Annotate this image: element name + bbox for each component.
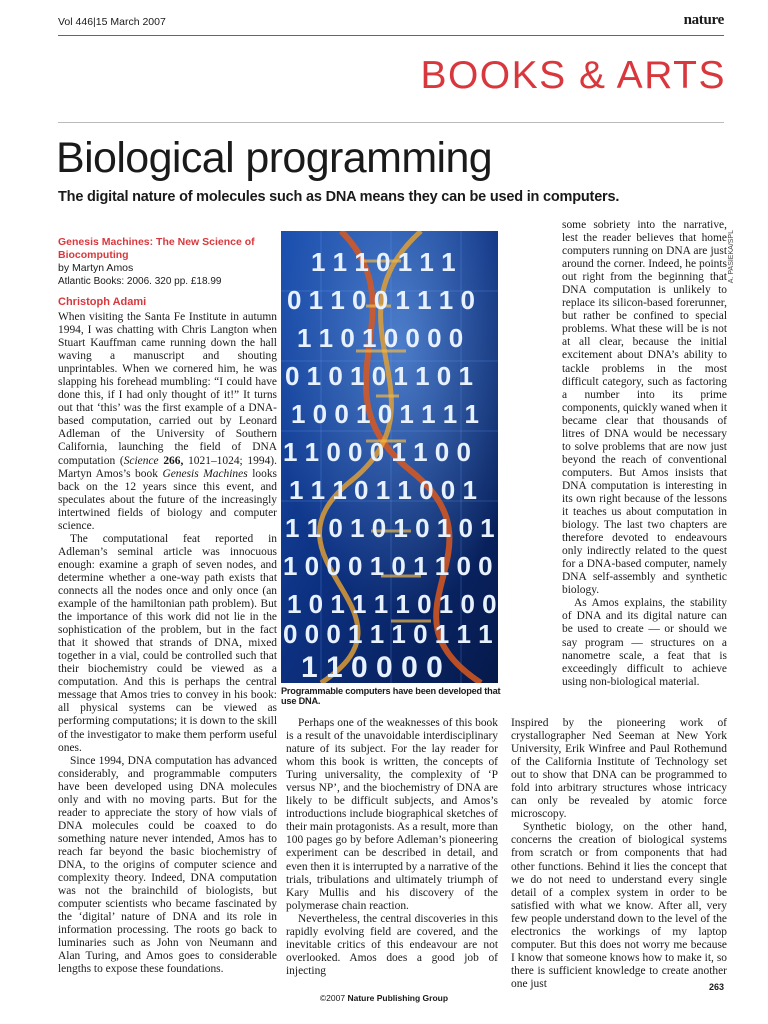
- journal-logo: nature: [683, 12, 724, 28]
- digit-row: 1 1 0 0 0 0: [301, 651, 443, 683]
- paragraph: As Amos explains, the stability of DNA and its digital nature can be used to create — or should we say program — structures on a nanometre scale, a feat that is exceedingly difficult to achieve using non-biological material.: [562, 597, 727, 688]
- paragraph: Inspired by the pioneering work of crystallographer Ned Seeman at New York University, Erik Winfree and Paul Rothemund of the California Institute of Technology set out to show that DNA can be programmed to fold into arbitrary structures whose intricacy can only be revealed by atomic force microscopy.: [511, 717, 727, 821]
- figure-caption: Programmable computers have been developed that use DNA.: [281, 686, 501, 706]
- image-credit: A. PASIEKA/SPL: [728, 230, 735, 284]
- dna-illustration: [281, 231, 498, 683]
- digit-row: 1 1 1 0 1 1 1: [311, 247, 456, 277]
- paragraph: When visiting the Santa Fe Institute in autumn 1994, I was chatting with Chris Langton when Stuart Kauffman came running down the hall waving a manuscript and shouting unprintables. When we cornered him, he was slapping his forehead mumbling: “I could have done this, if I had only thought of it!” It turns out that ‘this’ was the first example of a DNA-based computation, carried out by Leonard Adleman of the University of Southern California, launching the field of DNA computation (Science 266, 1021–1024; 1994). Martyn Amos’s book Genesis Machines looks back on the 12 years since this event, and speculates about the future of the increasingly intertwined fields of biology and computer science.: [58, 311, 277, 532]
- digit-row: 0 1 1 0 0 1 1 1 0: [287, 285, 475, 315]
- book-author: by Martyn Amos: [58, 262, 134, 274]
- section-heading: BOOKS & ARTS: [420, 54, 726, 97]
- paragraph: some sobriety into the narrative, lest the reader believes that home computers running on DNA are just around the corner. Indeed, he points out right from the beginning that DNA computation is unlikely to replace its silicon-based forerunner, but rather be confined to special problems. What these will be is not at all clear, because the initial excitement about DNA’s ability to tackle problems in the most difficult category, such as factoring a number into its prime components, quickly waned when it became clear that thousands of litres of DNA would be necessary to solve problems that are now just beyond the reach of conventional computers. But Amos insists that DNA computation is interesting in its own right because of the lessons it teaches us about computation in biology. The last two chapters are therefore devoted to endeavours only indirectly related to the quest for a DNA-based computer, namely DNA self-assembly and synthetic biology.: [562, 219, 727, 597]
- digit-row: 0 0 0 1 1 1 0 1 1 1: [283, 619, 493, 649]
- column-3-upper: [562, 219, 727, 689]
- paragraph: The computational feat reported in Adleman’s seminal article was innocuous enough: examine a graph of seven nodes, and determine whether a one-way path exists that connects all the nodes once and only once (an example of the hamiltonian path problem). But the importance of this work did not lie in the sophistication of the problem, but in the fact that it showed that strands of DNA, mixed together in a vial, could be controlled such that their biochemistry could be viewed as a computation. And this is perhaps the central message that Amos tries to convey in his book: all physical systems can be viewed as performing computations; it is down to the skill of the investigator to make them perform useful ones.: [58, 532, 277, 754]
- paragraph: Since 1994, DNA computation has advanced considerably, and programmable computers have been developed using DNA molecules only and with no moving parts. But for the reader to appreciate the story of how vials of DNA molecules could be coaxed to do something nature never intended, Amos has to reach far beyond the basic biochemistry of DNA, to the origins of computer science and complexity theory. Indeed, DNA computation was not the brainchild of biologists, but computer scientists who became fascinated by the ‘digital’ nature of DNA and its role in information processing. The roots go back to luminaries such as John von Neumann and Alan Turing, and Amos goes to considerable lengths to expose these foundations.: [58, 754, 277, 976]
- digit-row: 1 1 0 0 0 1 1 0 0: [283, 437, 471, 467]
- digit-row: 1 1 0 1 0 0 0 0: [297, 323, 464, 353]
- column-3-lower: [511, 717, 727, 991]
- volume-line: Vol 446|15 March 2007: [58, 16, 166, 28]
- digit-row: 0 1 0 1 0 1 1 0 1: [285, 361, 473, 391]
- digit-row: 1 0 0 0 1 0 1 1 0 0: [283, 551, 493, 581]
- copyright-line: ©2007 Nature Publishing Group: [319, 993, 449, 1003]
- book-publisher: Atlantic Books: 2006. 320 pp. £18.99: [58, 276, 222, 287]
- page-number: 263: [708, 982, 724, 992]
- dna-figure: [281, 231, 498, 683]
- digit-row: 1 1 1 0 1 1 0 0 1: [289, 475, 477, 505]
- book-info: [58, 236, 277, 288]
- column-2: [286, 717, 498, 978]
- digit-row: 1 1 0 1 0 1 0 1 0 1: [285, 513, 495, 543]
- book-title: Genesis Machines: The New Science of Biocomputing: [58, 236, 255, 261]
- reviewer-name: Christoph Adami: [58, 296, 147, 308]
- header-rule: [58, 35, 724, 36]
- article-title: Biological programming: [56, 134, 493, 182]
- paragraph: Nevertheless, the central discoveries in this rapidly evolving field are covered, and the inevitable critics of this endeavour are not overlooked. Amos does a good job of injecting: [286, 912, 498, 977]
- section-rule: [58, 122, 724, 123]
- article-standfirst: The digital nature of molecules such as DNA means they can be used in computers.: [58, 189, 620, 205]
- paragraph: Synthetic biology, on the other hand, concerns the creation of biological systems from scratch or from components that had other functions. Behind it lies the concept that we do not need to understand every single detail of a complex system in order to be satisfied with what we know. After all, very few people understand down to the level of the electronics the workings of my laptop computer. But this does not worry me because I know that someone knows how to make it, so there is sufficient knowledge to create another one just: [511, 821, 727, 990]
- paragraph: Perhaps one of the weaknesses of this book is a result of the unavoidable interdisciplinary nature of its subject. For the lay reader for whom this book is written, the concepts of Turing universality, the complexity of ‘P versus NP’, and the biochemistry of DNA are likely to be difficult subjects, and Amos’s introductions include biographical sketches of their main protagonists. As a result, more than 100 pages go by before Adleman’s pioneering experiment can be described in detail, and even then it is interrupted by a narrative of the trials, tribulations and ultimately triumph of Kary Mullis and his discovery of the polymerase chain reaction.: [286, 717, 498, 912]
- digit-row: 1 0 0 1 0 1 1 1 1: [291, 399, 479, 429]
- digit-row: 1 0 1 1 1 1 0 1 0 0: [287, 589, 497, 619]
- column-1: [58, 311, 277, 976]
